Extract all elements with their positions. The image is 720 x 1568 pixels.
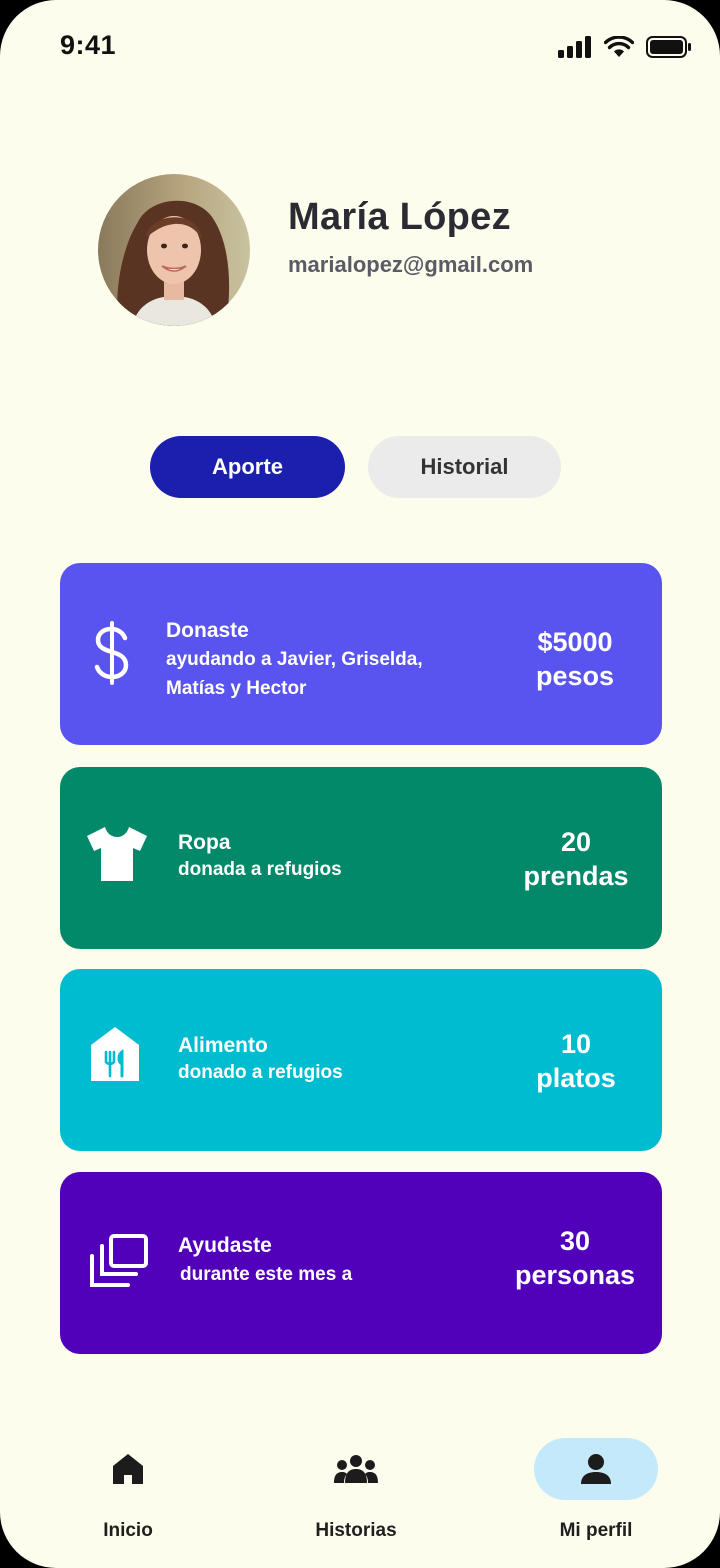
card-title: Alimento	[178, 1034, 268, 1057]
value-amount: 30	[559, 1226, 591, 1256]
value-amount: 10	[560, 1029, 592, 1059]
tab-aporte[interactable]: Aporte	[150, 436, 345, 498]
value-amount: 20	[560, 827, 592, 857]
nav-label: Historias	[315, 1520, 397, 1541]
status-time: 9:41	[60, 30, 117, 60]
food-house-icon	[90, 1026, 140, 1082]
value-amount: $5000	[537, 627, 613, 657]
card-value	[500, 1027, 652, 1095]
card-title: Ayudaste	[178, 1234, 272, 1257]
dollar-icon	[92, 621, 132, 685]
nav-pill	[294, 1438, 418, 1500]
wifi-icon	[604, 36, 634, 58]
value-unit: personas	[514, 1260, 636, 1290]
food-card[interactable]	[60, 969, 662, 1151]
card-value	[500, 825, 652, 893]
group-icon	[334, 1453, 378, 1485]
card-subtitle: donada a refugios	[178, 859, 342, 880]
battery-icon	[646, 36, 692, 58]
nav-pill	[66, 1438, 190, 1500]
card-subtitle: donado a refugios	[178, 1062, 343, 1083]
card-title: Donaste	[166, 619, 249, 642]
profile-name: María López	[288, 196, 511, 238]
card-value	[500, 625, 650, 693]
card-value	[500, 1224, 650, 1292]
status-bar	[0, 0, 720, 96]
value-unit: prendas	[523, 861, 629, 891]
card-subtitle: ayudando a Javier, Griselda, Matías y Hector	[166, 649, 423, 699]
nav-item-mi-perfil[interactable]	[521, 1438, 671, 1542]
tab-historial[interactable]: Historial	[368, 436, 561, 498]
nav-item-historias[interactable]	[281, 1438, 431, 1542]
nav-label: Mi perfil	[559, 1520, 633, 1541]
bottom-nav	[0, 1420, 720, 1568]
nav-label: Inicio	[103, 1520, 153, 1541]
value-unit: pesos	[535, 661, 615, 691]
home-icon	[111, 1452, 145, 1486]
card-title: Ropa	[178, 831, 231, 854]
nav-item-inicio[interactable]	[53, 1438, 203, 1542]
status-icons	[558, 36, 692, 58]
profile-email: marialopez@gmail.com	[288, 252, 534, 277]
donation-card[interactable]	[60, 563, 662, 745]
avatar-photo	[98, 174, 250, 326]
stack-icon	[90, 1234, 148, 1288]
card-subtitle: durante este mes a	[180, 1264, 353, 1285]
clothes-card[interactable]	[60, 767, 662, 949]
shirt-icon	[85, 826, 149, 882]
person-icon	[580, 1453, 612, 1485]
people-card[interactable]	[60, 1172, 662, 1354]
signal-icon	[558, 36, 592, 58]
nav-pill-active	[534, 1438, 658, 1500]
avatar	[98, 174, 250, 326]
value-unit: platos	[536, 1063, 616, 1093]
